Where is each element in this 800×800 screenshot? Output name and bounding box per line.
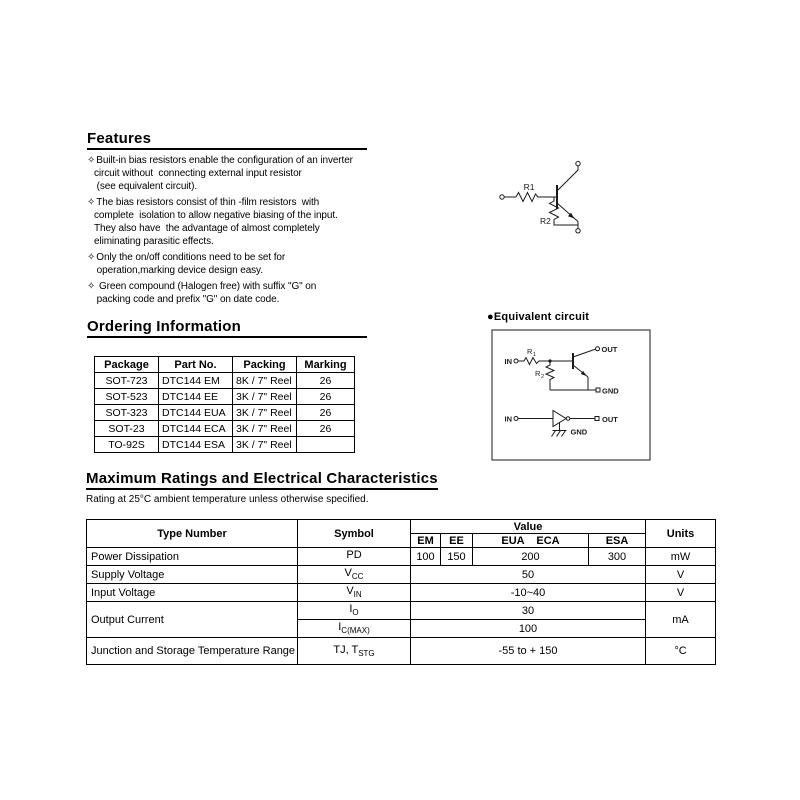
diagram-frame	[492, 330, 650, 460]
table-row	[95, 389, 355, 405]
out-label: OUT	[601, 344, 618, 354]
param-label: Supply Voltage	[87, 566, 298, 584]
package-cell: SOT-523	[95, 389, 159, 405]
in-terminal-icon	[514, 417, 518, 421]
max-ratings-section	[86, 470, 438, 505]
col-header-em: EM	[411, 534, 441, 548]
dot-bullet-icon: ●	[487, 311, 494, 323]
table-row-input-voltage	[87, 584, 716, 602]
part-no-cell: DTC144 ECA	[159, 421, 233, 437]
table-row	[95, 421, 355, 437]
symbol-cell: $V_{IN}$	[298, 584, 411, 602]
resistor-r1-icon	[524, 358, 540, 365]
emitter-terminal-icon	[576, 229, 580, 233]
col-header-esa: ESA	[589, 534, 646, 548]
param-label: Junction and Storage Temperature Range	[87, 638, 298, 665]
packing-cell: 3K / 7" Reel	[233, 437, 297, 453]
feature-text: packing code and prefix "G" on date code.	[94, 294, 280, 305]
units-cell: mW	[646, 548, 716, 566]
table-row	[95, 437, 355, 453]
table-row	[95, 373, 355, 389]
r2-label: R	[535, 369, 541, 378]
feature-item	[87, 196, 397, 248]
r1-label: R	[527, 347, 533, 356]
param-label: Input Voltage	[87, 584, 298, 602]
ordering-table	[94, 356, 355, 453]
param-label: Power Dissipation	[87, 548, 298, 566]
marking-cell	[297, 437, 355, 453]
bias-resistor-circuit-diagram	[488, 142, 618, 254]
value-cell: 30	[411, 602, 646, 620]
transistor-schematic-icon	[488, 142, 618, 254]
in-terminal-icon	[514, 359, 518, 363]
resistor-r2-icon	[550, 197, 579, 225]
in-label: IN	[504, 357, 512, 366]
packing-cell: 3K / 7" Reel	[233, 421, 297, 437]
col-header-packing: Packing	[233, 357, 297, 373]
diamond-bullet-icon: ✧	[87, 281, 96, 292]
ordering-header-row	[95, 357, 355, 373]
max-ratings-subtitle: Rating at 25°C ambient temperature unless otherwise specified.	[86, 494, 369, 505]
units-cell: V	[646, 584, 716, 602]
feature-text: operation,marking device design easy.	[94, 265, 263, 276]
symbol-cell: $V_{CC}$	[298, 566, 411, 584]
feature-text: eliminating parasitic effects.	[94, 236, 214, 247]
marking-cell: 26	[297, 421, 355, 437]
r2-subscript: 2	[541, 374, 545, 380]
gnd-terminal-icon	[596, 388, 600, 392]
gnd-label: GND	[570, 427, 588, 437]
marking-cell: 26	[297, 389, 355, 405]
value-cell: 100	[411, 620, 646, 638]
max-ratings-table-wrap	[86, 519, 716, 665]
symbol-cell: PD	[298, 548, 411, 566]
part-no-cell: DTC144 EM	[159, 373, 233, 389]
out-terminal-icon	[595, 417, 599, 421]
symbol-cell: $I_O$	[298, 602, 411, 620]
max-ratings-heading: Maximum Ratings and Electrical Characteristics	[86, 470, 438, 490]
param-label: Output Current	[87, 602, 298, 638]
value-cell: -10~40	[411, 584, 646, 602]
diamond-bullet-icon: ✧	[87, 197, 96, 208]
feature-text: Only the on/off conditions need to be set for	[96, 252, 286, 263]
col-header-ee: EE	[441, 534, 473, 548]
equivalent-circuit-diagram	[485, 326, 657, 468]
col-header-units: Units	[646, 520, 716, 548]
ordering-heading: Ordering Information	[87, 318, 367, 338]
table-row-temperature-range	[87, 638, 716, 665]
gnd-label: GND	[602, 386, 619, 396]
out-terminal-icon	[596, 347, 600, 351]
symbol-cell: TJ, $T_{STG}$	[298, 638, 411, 665]
table-row	[95, 405, 355, 421]
value-cell: 50	[411, 566, 646, 584]
col-header-symbol: Symbol	[298, 520, 411, 548]
max-ratings-table	[86, 519, 716, 665]
features-heading: Features	[87, 130, 367, 150]
features-section	[87, 130, 397, 309]
value-cell: 200	[473, 548, 589, 566]
feature-text: The bias resistors consist of thin -film resistors with	[96, 197, 320, 208]
r1-label: R1	[523, 182, 535, 192]
marking-cell: 26	[297, 405, 355, 421]
marking-cell: 26	[297, 373, 355, 389]
package-cell: SOT-323	[95, 405, 159, 421]
table-row-output-current	[87, 602, 716, 620]
diamond-bullet-icon: ✧	[87, 155, 96, 166]
table-row-power-dissipation	[87, 548, 716, 566]
collector-terminal-icon	[576, 161, 580, 165]
out-label: OUT	[602, 414, 618, 424]
in-label: IN	[504, 414, 512, 424]
units-cell: °C	[646, 638, 716, 665]
r1-subscript: 1	[533, 352, 537, 358]
header-row	[87, 520, 716, 534]
feature-text: complete isolation to allow negative biasing of the input.	[94, 210, 338, 221]
equivalent-circuit-section	[485, 311, 657, 468]
feature-text: (see equivalent circuit).	[94, 181, 198, 192]
col-header-part-no: Part No.	[159, 357, 233, 373]
col-header-value: Value	[411, 520, 646, 534]
package-cell: SOT-23	[95, 421, 159, 437]
col-header-package: Package	[95, 357, 159, 373]
feature-item	[87, 154, 397, 193]
feature-item	[87, 280, 397, 306]
table-row-supply-voltage	[87, 566, 716, 584]
col-header-eua-eca: EUA ECA	[473, 534, 589, 548]
equivalent-circuit-title: ●Equivalent circuit	[487, 311, 590, 323]
r2-label: R2	[540, 216, 551, 226]
package-cell: TO-92S	[95, 437, 159, 453]
ground-symbol-icon	[562, 431, 566, 437]
feature-item	[87, 251, 397, 277]
packing-cell: 3K / 7" Reel	[233, 405, 297, 421]
packing-cell: 8K / 7" Reel	[233, 373, 297, 389]
feature-text: They also have the advantage of almost completely	[94, 223, 320, 234]
symbol-cell: $I_{C(MAX)}$	[298, 620, 411, 638]
part-no-cell: DTC144 EE	[159, 389, 233, 405]
input-terminal-icon	[500, 195, 504, 199]
feature-text: Green compound (Halogen free) with suffix "G" on	[96, 281, 317, 292]
value-cell: 150	[441, 548, 473, 566]
part-no-cell: DTC144 EUA	[159, 405, 233, 421]
value-cell: -55 to + 150	[411, 638, 646, 665]
units-cell: mA	[646, 602, 716, 638]
resistor-r1-icon	[516, 193, 540, 202]
col-header-type-number: Type Number	[87, 520, 298, 548]
units-cell: V	[646, 566, 716, 584]
diamond-bullet-icon: ✧	[87, 252, 96, 263]
col-header-marking: Marking	[297, 357, 355, 373]
value-cell: 300	[589, 548, 646, 566]
feature-text: circuit without connecting external input resistor	[94, 168, 302, 179]
packing-cell: 3K / 7" Reel	[233, 389, 297, 405]
package-cell: SOT-723	[95, 373, 159, 389]
value-cell: 100	[411, 548, 441, 566]
resistor-r2-icon	[546, 361, 554, 390]
part-no-cell: DTC144 ESA	[159, 437, 233, 453]
features-list	[87, 154, 397, 306]
feature-text: Built-in bias resistors enable the configuration of an inverter	[96, 155, 353, 166]
ordering-information-section	[87, 318, 367, 453]
